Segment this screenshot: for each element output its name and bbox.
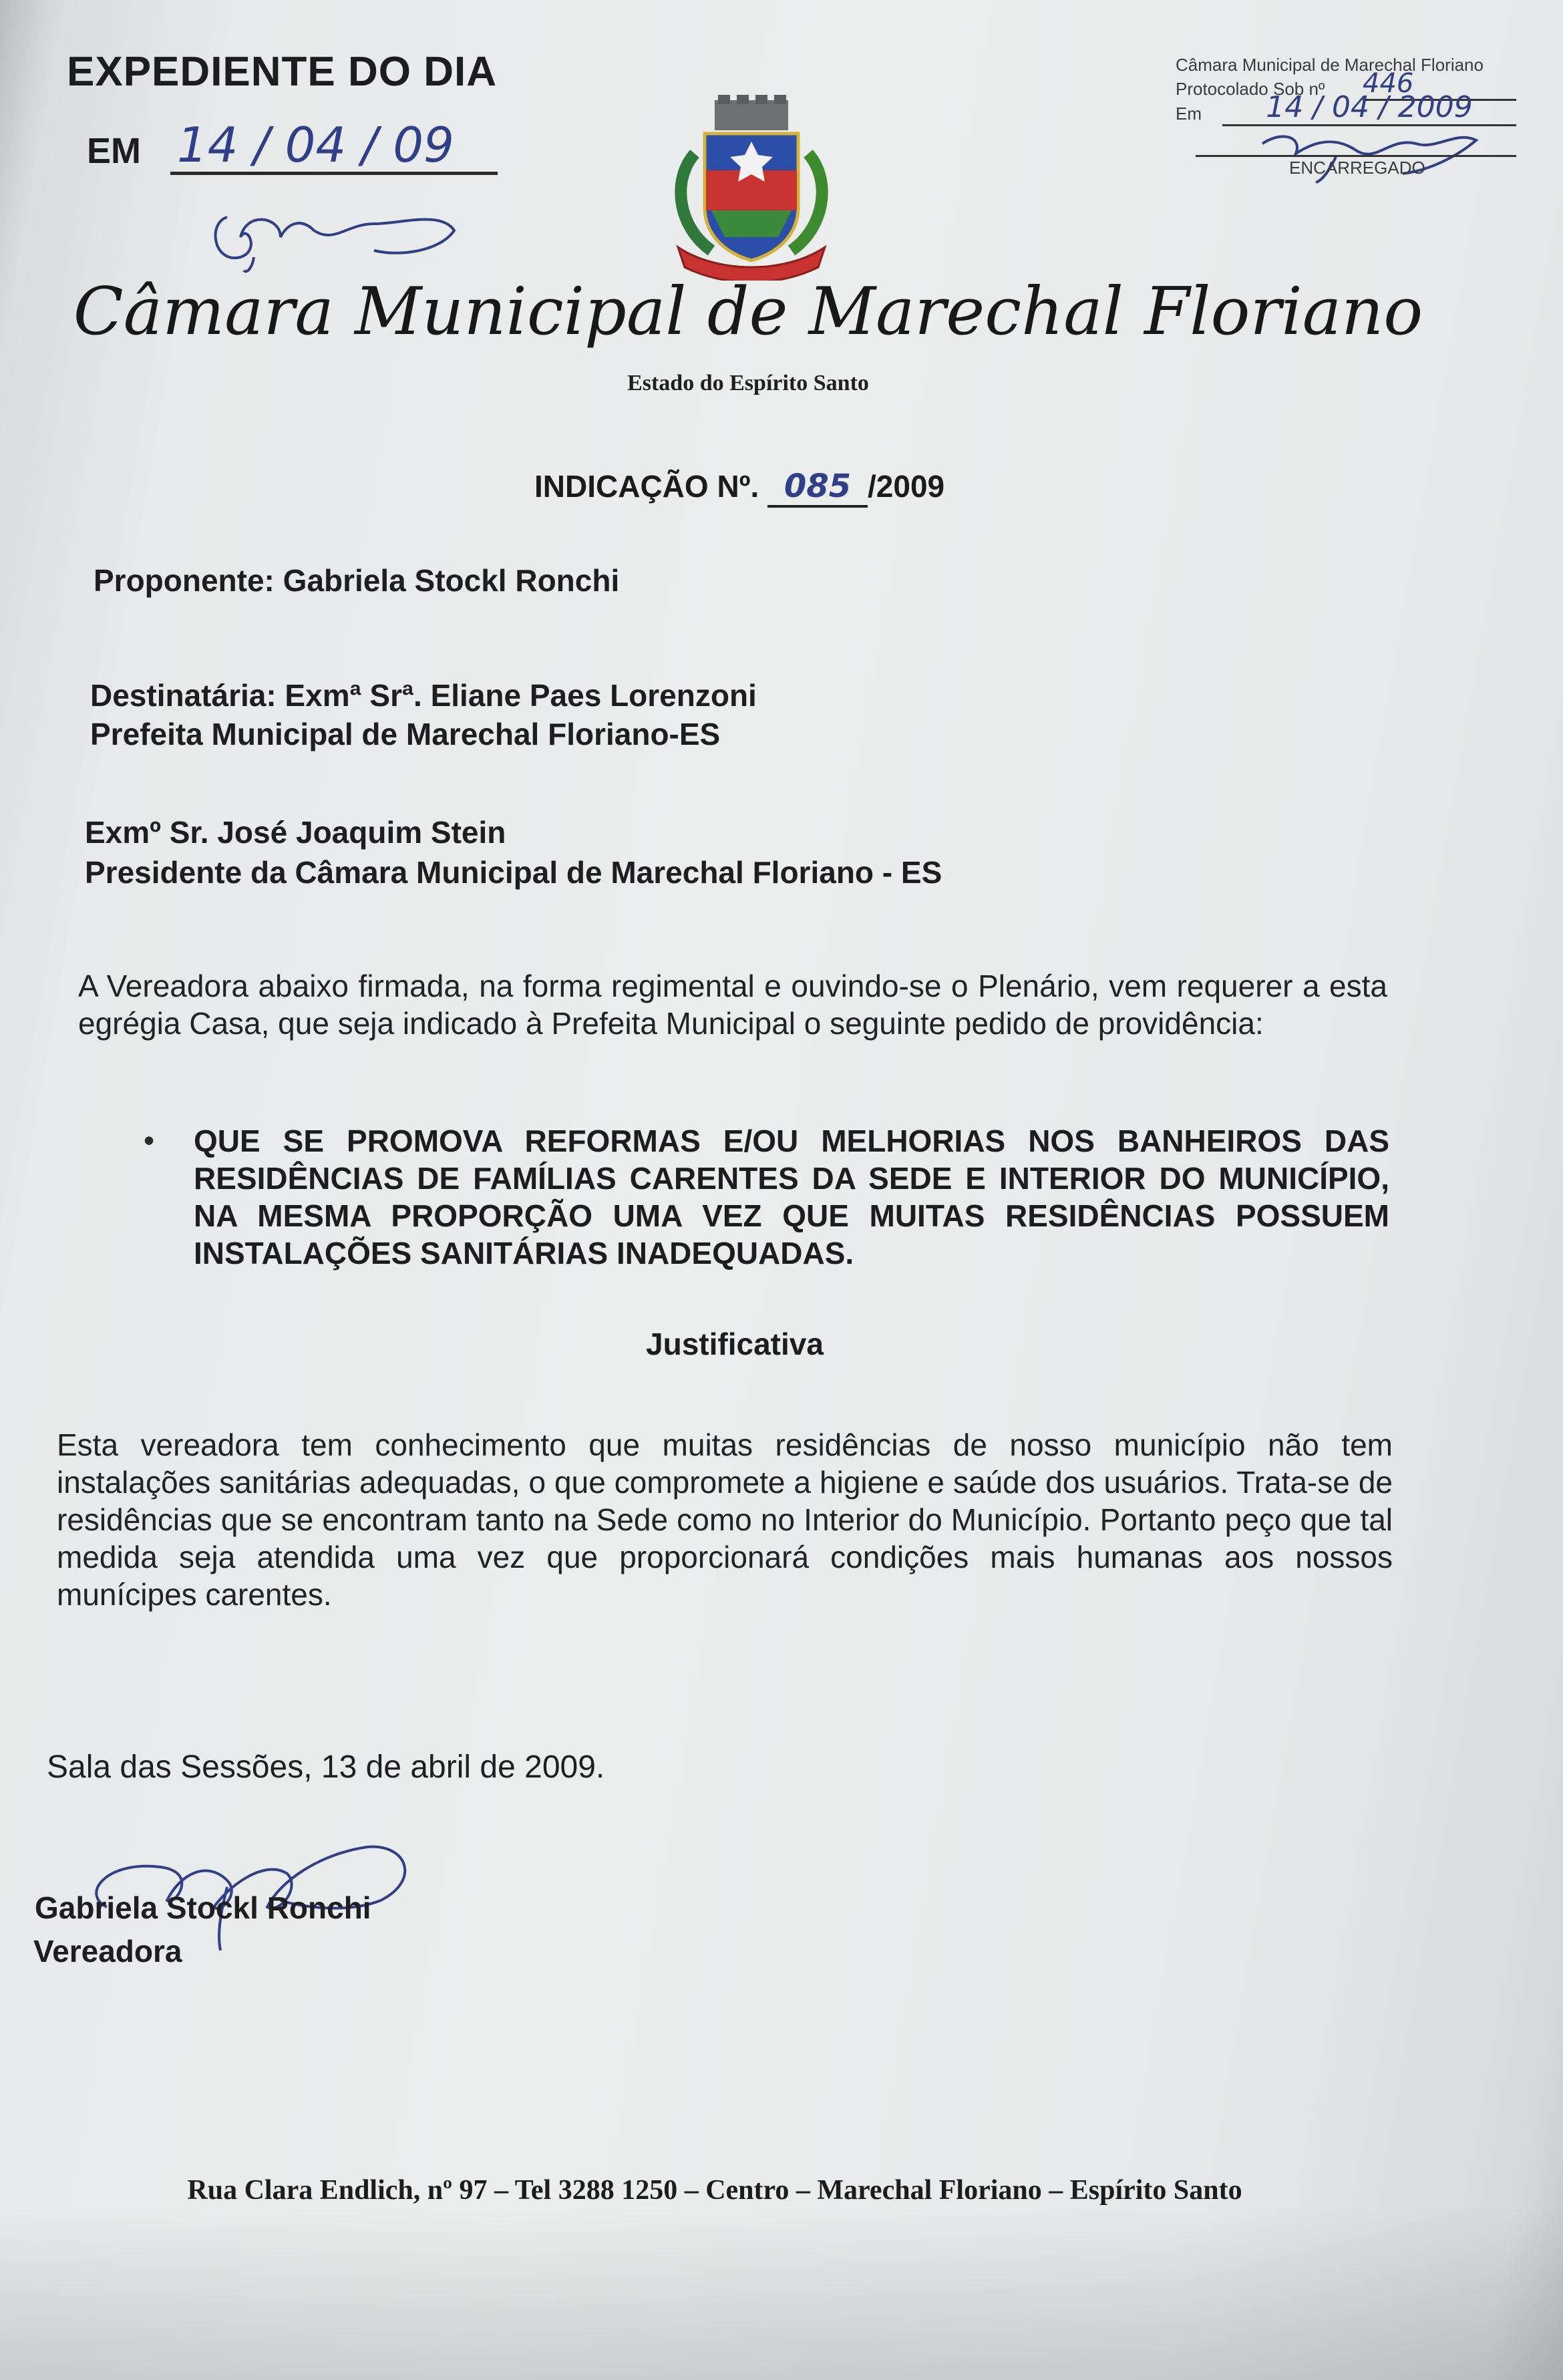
presidente-line2: Presidente da Câmara Municipal de Marechal Floriano - ES [85,855,942,890]
institution-title: Câmara Municipal de Marechal Floriano [73,274,1423,350]
destinataria-line1: Destinatária: Exmª Srª. Eliane Paes Lorenzoni [90,678,757,713]
stamp-protocol-number: 446 [1363,68,1516,101]
destinataria-line2: Prefeita Municipal de Marechal Floriano-ES [90,717,721,751]
footer-address: Rua Clara Endlich, nº 97 – Tel 3288 1250 – Centro – Marechal Floriano – Espírito Santo [187,2175,1242,2206]
indicacao-heading [534,468,944,508]
signatory-role: Vereadora [33,1934,182,1969]
place-date: Sala das Sessões, 13 de abril de 2009. [47,1749,605,1785]
justificativa-title: Justificativa [646,1327,824,1361]
stamp-em-label: Em [1176,104,1202,124]
em-label: EM [87,131,141,171]
indicacao-number: 085 [767,468,868,508]
stamp-signature-line [1196,155,1516,157]
pedido-text: QUE SE PROMOVA REFORMAS E/OU MELHORIAS NOS BANHEIROS DAS RESIDÊNCIAS DE FAMÍLIAS CARENTES DA SEDE E INTERIOR DO MUNICÍPIO, NA MESMA PROPORÇÃO UMA VEZ QUE MUITAS RESIDÊNCIAS POSSUEM INSTALAÇÕES SANITÁRIAS INADEQUADAS. [194,1124,1389,1270]
indicacao-year: /2009 [868,469,945,504]
indicacao-label: INDICAÇÃO Nº. [534,469,759,504]
signatory-name: Gabriela Stockl Ronchi [35,1890,371,1925]
em-signature-icon [200,184,481,277]
stamp-organization: Câmara Municipal de Marechal Floriano [1176,55,1484,75]
municipal-seal-icon [665,94,838,281]
justificativa-paragraph: Esta vereadora tem conhecimento que muitas residências de nosso município não tem instalações sanitárias adequadas, o que compromete a higiene e saúde dos usuários. Trata-se de residências que se encontram tanto na Sede como no Interior do Município. Portanto peço que tal medida seja atendida uma vez que proporcionará condições mais humanas aos nossos munícipes carentes. [57,1427,1393,1612]
expediente-title: EXPEDIENTE DO DIA [67,49,497,95]
stamp-responsible-label: ENCARREGADO [1289,158,1425,178]
proponente: Proponente: Gabriela Stockl Ronchi [94,563,620,598]
stamp-date: 14 / 04 / 2009 [1222,90,1516,126]
bullet-icon: • [144,1123,155,1158]
page-shadow [0,2206,1563,2380]
stamp-protocol-label: Protocolado Sob nº [1176,79,1325,99]
intro-paragraph: A Vereadora abaixo firmada, na forma regimental e ouvindo-se o Plenário, vem requerer a esta egrégia Casa, que seja indicado à Prefeita Municipal o seguinte pedido de providência: [78,969,1387,1041]
presidente-line1: Exmº Sr. José Joaquim Stein [85,815,506,850]
em-date-handwritten: 14 / 04 / 09 [170,119,498,175]
institution-state: Estado do Espírito Santo [627,371,869,395]
